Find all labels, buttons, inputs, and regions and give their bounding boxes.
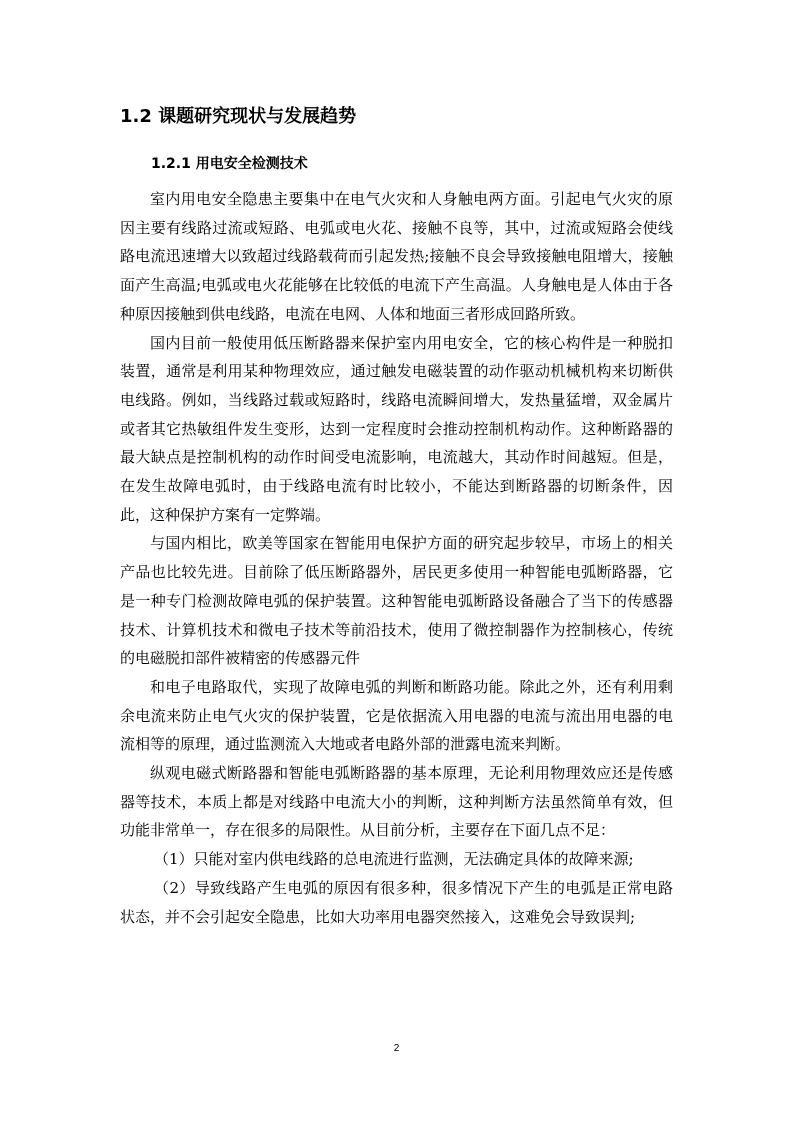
page-number: 2 <box>393 1043 400 1054</box>
paragraph: 国内目前一般使用低压断路器来保护室内用电安全，它的核心构件是一种脱扣装置，通常是利用某种物理效应，通过触发电磁装置的动作驱动机械机构来切断供电线路。例如，当线路过载或短路时，线路电流瞬间增大，发热量猛增，双金属片或者其它热敏组件发生变形，达到一定程度时会推动控制机构动作。这种断路器的最大缺点是控制机构的动作时间受电流影响，电流越大，其动作时间越短。但是，在发生故障电弧时，由于线路电流有时比较小，不能达到断路器的切断条件，因此，这种保护方案有一定弊端。 <box>120 333 673 524</box>
list-item: （1）只能对室内供电线路的总电流进行监测，无法确定具体的故障来源; <box>154 850 634 869</box>
paragraph: 和电子电路取代，实现了故障电弧的判断和断路功能。除此之外，还有利用剩余电流来防止电气火灾的保护装置，它是依据流入用电器的电流与流出用电器的电流相等的原理，通过监测流入大地或者电路外部的泄露电流来判断。 <box>120 677 673 754</box>
body-text <box>120 185 673 931</box>
paragraph: 纵观电磁式断路器和智能电弧断路器的基本原理，无论利用物理效应还是传感器等技术，本质上都是对线路中电流大小的判断，这种判断方法虽然简单有效，但功能非常单一，存在很多的局限性。从目前分析，主要存在下面几点不足： <box>120 764 673 840</box>
paragraph: 室内用电安全隐患主要集中在电气火灾和人身触电两方面。引起电气火灾的原因主要有线路过流或短路、电弧或电火花、接触不良等，其中，过流或短路会使线路电流迅速增大以致超过线路载荷而引起发热;接触不良会导致接触电阻增大，接触面产生高温;电弧或电火花能够在比较低的电流下产生高温。人身触电是人体由于各种原因接触到供电线路，电流在电网、人体和地面三者形成回路所致。 <box>120 190 673 323</box>
paragraph: 与国内相比，欧美等国家在智能用电保护方面的研究起步较早，市场上的相关产品也比较先进。目前除了低压断路器外，居民更多使用一种智能电弧断路器，它是一种专门检测故障电弧的保护装置。这种智能电弧断路设备融合了当下的传感器技术、计算机技术和微电子技术等前沿技术，使用了微控制器作为控制核心，传统的电磁脱扣部件被精密的传感器元件 <box>120 534 673 668</box>
section-heading: 1.2 课题研究现状与发展趋势 <box>120 106 357 127</box>
subsection-heading: 1.2.1 用电安全检测技术 <box>151 156 308 172</box>
list-item: （2）导致线路产生电弧的原因有很多种，很多情况下产生的电弧是正常电路状态，并不会引起安全隐患，比如大功率用电器突然接入，这难免会导致误判; <box>120 878 673 926</box>
